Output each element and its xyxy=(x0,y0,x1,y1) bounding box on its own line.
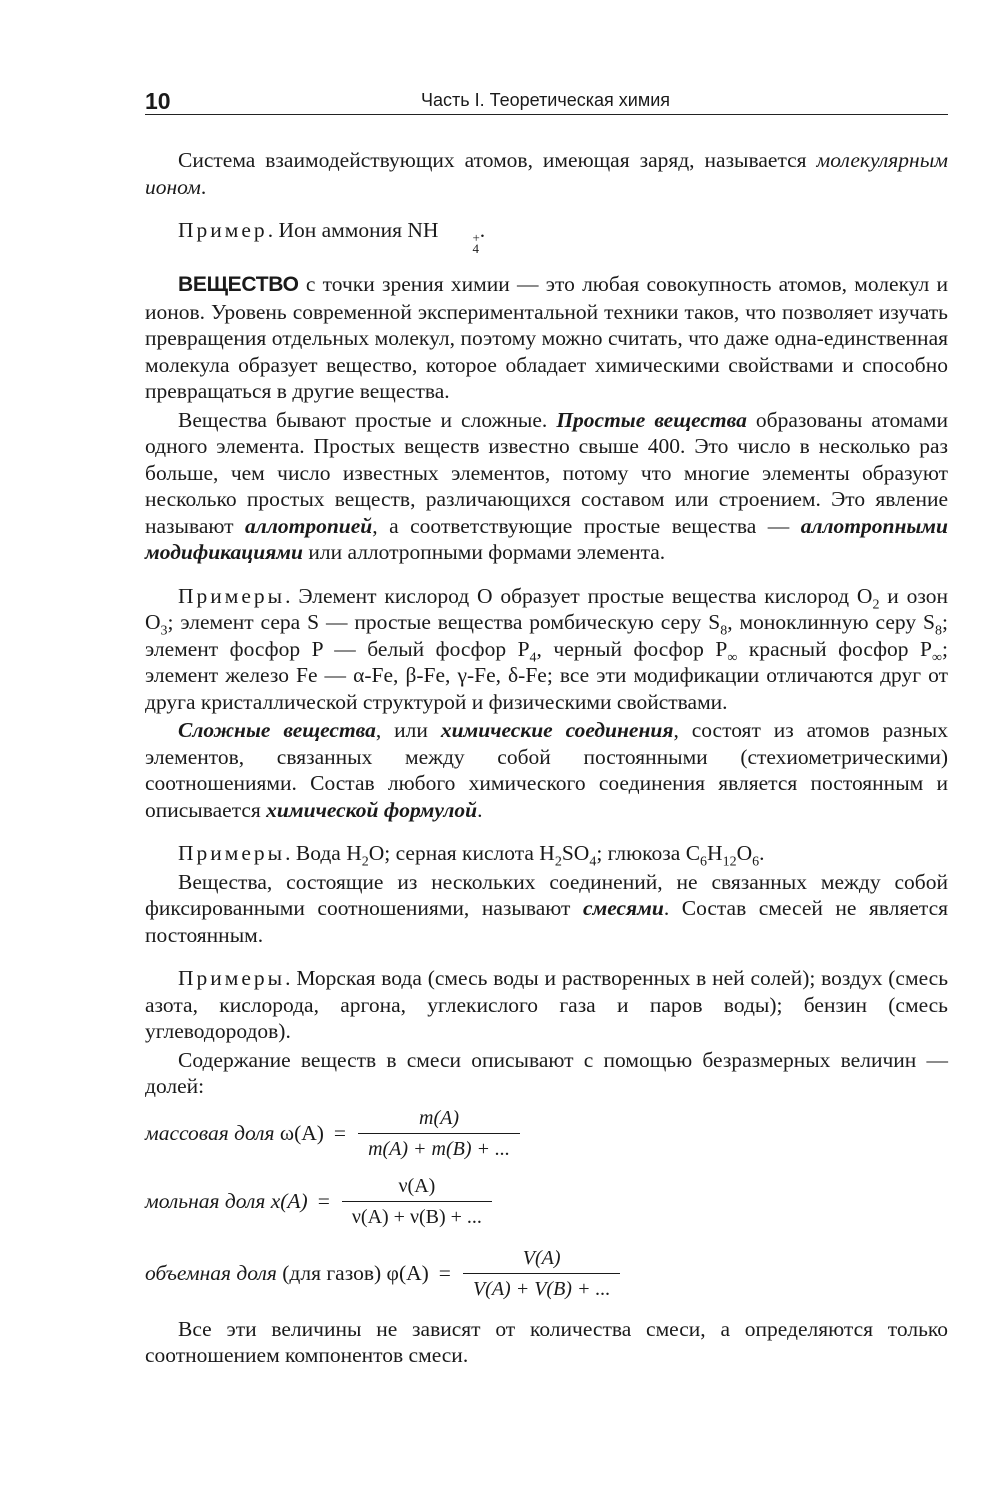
paragraph-simple-substances: Вещества бывают простые и сложные. Простые вещества образованы атомами одного элемента. Простых веществ известно свыше 400. Это число в несколько раз больше, чем число известных элементов, потому что многие элементы образуют несколько простых веществ, различающихся составом или строением. Это явление называют аллотропией, а соответствующие простые вещества — аллотропными модификациями или аллотропными формами элемента. xyxy=(145,407,948,564)
running-title: Часть I. Теоретическая химия xyxy=(421,90,671,110)
paragraph-mixtures: Вещества, состоящие из нескольких соединений, не связанных между собой фиксированными соотношениями, называют смесями. Состав смесей не является постоянным. xyxy=(145,869,948,947)
example-ammonium: Пример. Ион аммония NH + 4 . xyxy=(178,218,486,256)
example-label: Примеры xyxy=(178,966,286,990)
page-number: 10 xyxy=(145,88,171,114)
formula-mass-fraction: массовая доля ω(A) = $\frac{m(A)}{m(A) + m(B) + ...}$ xyxy=(145,1100,948,1168)
fraction: $\frac{\nu(A)}{\nu(A) + \nu(B) + ...}$ xyxy=(342,1174,492,1230)
example-label: Примеры xyxy=(178,841,286,865)
page-header xyxy=(145,86,948,115)
example-mixtures: Примеры. Морская вода (смесь воды и растворенных в ней солей); воздух (смесь азота, кислорода, аргона, углекислого газа и паров воды); бензин (смесь углеводородов). xyxy=(145,966,948,1043)
example-label: Примеры xyxy=(178,583,286,608)
paragraph-compounds: Сложные вещества, или химические соединения, состоят из атомов разных элементов, связанных между собой постоянными (стехиометрическими) соотношениями. Состав любого химического соединения является постоянным и описывается химической формулой. xyxy=(145,718,948,822)
example-allotropes: Примеры. Элемент кислород O образует простые вещества кислород $O_2$ и озон $O_3$; элемент сера S — простые вещества ромбическую серу $S_8$, моноклинную серу $S_8$; элемент фосфор P — белый фосфор $P_4$, черный фосфор $P_\infty$ красный фосфор $P_\infty$; элемент железо Fe — α-Fe, β-Fe, γ-Fe, δ-Fe; все эти модификации отличаются друг от друга кристаллической структурой и физическими свойствами. xyxy=(145,583,948,714)
paragraph-substance-definition: ВЕЩЕСТВО с точки зрения химии — это любая совокупность атомов, молекул и ионов. Уровень современной экспериментальной техники таков, что позволяет изучать превращения отдельных молекул, поэтому можно считать, что даже одна-единственная молекула образует вещество, которое обладает химическими свойствами и способно превращаться в другие вещества. xyxy=(145,272,948,403)
example-label: Пример xyxy=(178,218,268,242)
example-compounds: Примеры. Вода $H_2O$; серная кислота $H_2SO_4$; глюкоза $C_6H_{12}O_6$. xyxy=(178,841,765,870)
formula-volume-fraction: объемная доля (для газов) φ(A) = $\frac{V(A)}{V(A) + V(B) + ...}$ xyxy=(145,1236,948,1312)
fraction: $\frac{V(A)}{V(A) + V(B) + ...}$ xyxy=(463,1246,621,1302)
term-substance: ВЕЩЕСТВО xyxy=(178,273,299,296)
page-body xyxy=(145,147,948,1369)
paragraph-fractions-intro: Содержание веществ в смеси описывают с помощью безразмерных величин — долей: xyxy=(145,1047,948,1098)
fraction: $\frac{m(A)}{m(A) + m(B) + ...}$ xyxy=(358,1106,520,1162)
paragraph-conclusion: Все эти величины не зависят от количества смеси, а определяются только соотношением компонентов смеси. xyxy=(145,1316,948,1367)
formula-mole-fraction: мольная доля x(A) = $\frac{\nu(A)}{\nu(A) + \nu(B) + ...}$ xyxy=(145,1168,948,1236)
paragraph-molecular-ion: Система взаимодействующих атомов, имеющая заряд, называется молекулярным ионом. xyxy=(145,148,948,199)
